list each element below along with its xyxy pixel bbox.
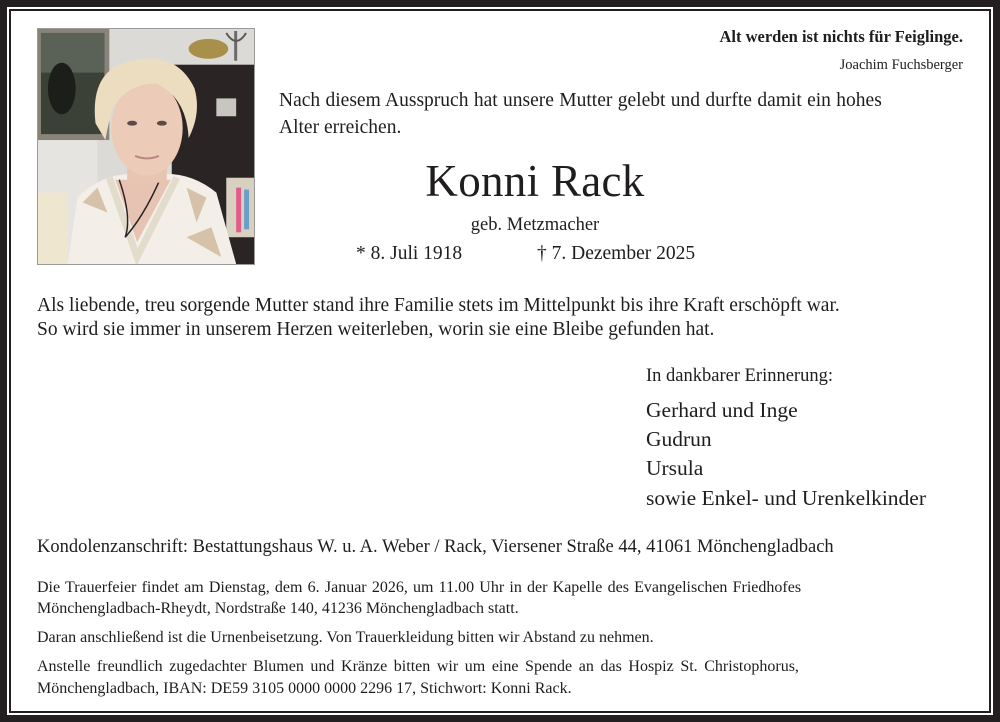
portrait-image: [38, 29, 254, 264]
donation-info-line-2: Mönchengladbach, IBAN: DE59 3105 0000 0000 2296 17, Stichwort: Konni Rack.: [37, 680, 572, 697]
mourners-heading: In dankbarer Erinnerung:: [646, 366, 833, 386]
quote-author: Joachim Fuchsberger: [839, 57, 963, 73]
mourner-name: Ursula: [646, 456, 704, 480]
tribute-line-2: So wird sie immer in unserem Herzen weiterleben, worin sie eine Bleibe gefunden hat.: [37, 319, 715, 340]
intro-line-1: Nach diesem Ausspruch hat unsere Mutter gelebt und durfte damit ein hohes: [279, 90, 882, 111]
tribute-line-1: Als liebende, treu sorgende Mutter stand ihre Familie stets im Mittelpunkt bis ihre Kraft erschöpft war.: [37, 295, 840, 316]
burial-info: Daran anschließend ist die Urnenbeisetzung. Von Trauerkleidung bitten wir Abstand zu nehmen.: [37, 629, 654, 646]
funeral-info-line-1: Die Trauerfeier findet am Dienstag, dem 6. Januar 2026, um 11.00 Uhr in der Kapelle des Evangelischen Friedhofes: [37, 579, 802, 596]
mourner-name: Gudrun: [646, 427, 712, 451]
quote: Alt werden ist nichts für Feiglinge.: [719, 27, 963, 46]
mourner-name: Gerhard und Inge: [646, 398, 798, 422]
deceased-name: Konni Rack: [425, 156, 645, 206]
death-date: † 7. Dezember 2025: [537, 243, 696, 264]
maiden-name: geb. Metzmacher: [470, 215, 600, 235]
intro-line-2: Alter erreichen.: [279, 117, 402, 138]
condolence-address: Kondolenzanschrift: Bestattungshaus W. u. A. Weber / Rack, Viersener Straße 44, 41061 Mönchengladbach: [37, 537, 834, 557]
funeral-info-line-2: Mönchengladbach-Rheydt, Nordstraße 140, 41236 Mönchengladbach statt.: [37, 600, 519, 617]
birth-date: * 8. Juli 1918: [356, 243, 463, 264]
donation-info-line-1: Anstelle freundlich zugedachter Blumen und Kränze bitten wir um eine Spende an das Hospiz St. Christophorus,: [37, 658, 799, 675]
portrait-photo: [37, 28, 255, 265]
mourner-name: sowie Enkel- und Urenkelkinder: [646, 486, 927, 510]
